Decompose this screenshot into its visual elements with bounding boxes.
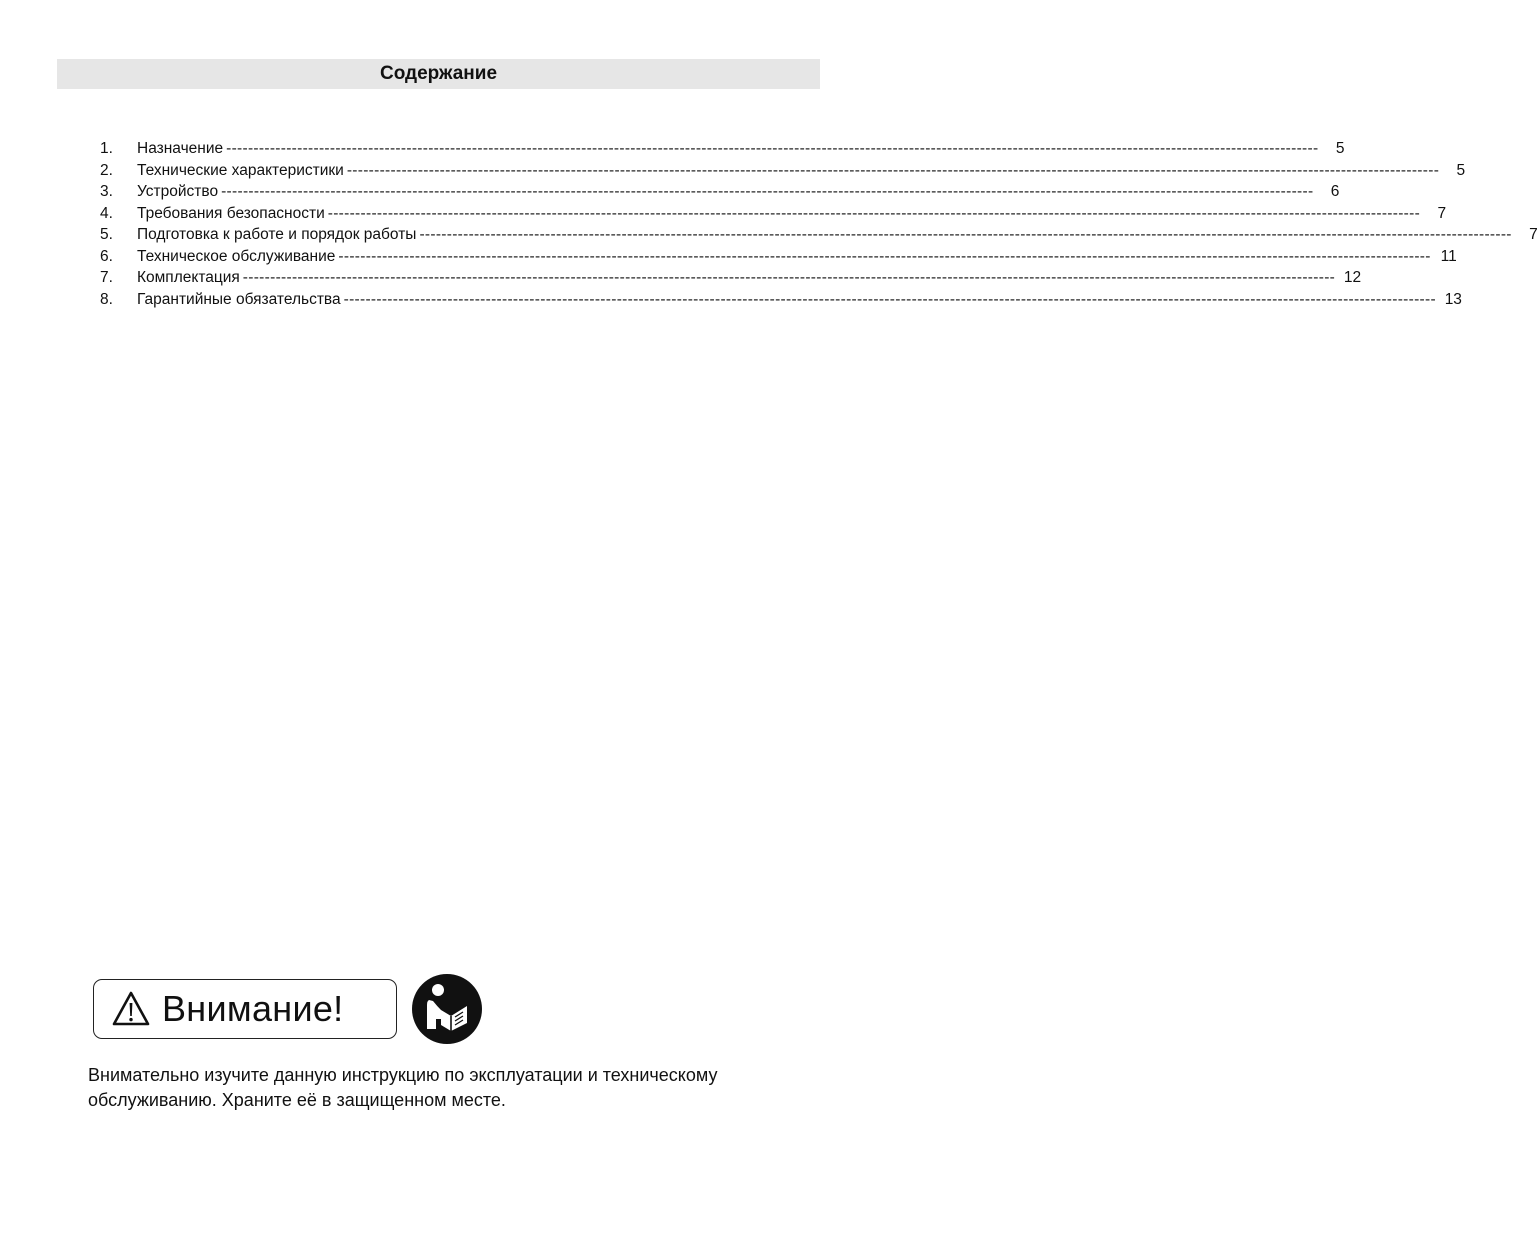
- toc-page: 7: [1437, 204, 1447, 222]
- toc-entry[interactable]: [100, 203, 1447, 225]
- read-manual-icon: [411, 973, 483, 1045]
- toc-leader: --------------------------------------------------------------------------------------------------------------------------------------------------------------------------------------------------------: [221, 183, 1314, 200]
- toc-label: Технические характеристики: [137, 161, 344, 179]
- toc-entry[interactable]: [100, 181, 1340, 203]
- toc-number: 3.: [100, 183, 113, 200]
- toc-number: 1.: [100, 140, 113, 157]
- toc-label: Устройство: [137, 183, 219, 200]
- toc-label: Гарантийные обязательства: [137, 290, 341, 308]
- toc-page: 5: [1335, 140, 1345, 157]
- page-title: Содержание: [379, 63, 498, 84]
- warning-triangle-icon: [112, 991, 150, 1027]
- toc-page: 11: [1440, 247, 1457, 265]
- warning-block: [93, 976, 483, 1042]
- toc-entry[interactable]: [100, 160, 1466, 182]
- table-of-contents: [100, 138, 1538, 310]
- title-bar: [57, 59, 820, 89]
- toc-leader: --------------------------------------------------------------------------------------------------------------------------------------------------------------------------------------------------------: [242, 269, 1336, 286]
- toc-label: Комплектация: [137, 269, 240, 286]
- warning-note: Внимательно изучите данную инструкцию по эксплуатации и техническому обслуживанию. Храните её в защищенном месте.: [88, 1065, 718, 1110]
- toc-number: 5.: [100, 226, 113, 243]
- toc-page: 5: [1456, 161, 1466, 179]
- toc-entry[interactable]: [100, 267, 1362, 289]
- toc-leader: --------------------------------------------------------------------------------------------------------------------------------------------------------------------------------------------------------: [226, 140, 1319, 157]
- toc-entry[interactable]: [100, 246, 1457, 268]
- toc-number: 8.: [100, 290, 113, 308]
- toc-number: 4.: [100, 204, 113, 222]
- toc-number: 7.: [100, 269, 113, 286]
- toc-entry[interactable]: [100, 289, 1462, 311]
- toc-page: 12: [1343, 269, 1362, 286]
- toc-leader: --------------------------------------------------------------------------------------------------------------------------------------------------------------------------------------------------------: [419, 226, 1512, 243]
- toc-leader: --------------------------------------------------------------------------------------------------------------------------------------------------------------------------------------------------------: [327, 204, 1421, 222]
- toc-label: Назначение: [137, 140, 224, 157]
- toc-label: Требования безопасности: [137, 204, 325, 222]
- warning-box: [93, 979, 397, 1039]
- toc-entry[interactable]: [100, 138, 1345, 160]
- toc-label: Подготовка к работе и порядок работы: [137, 226, 417, 243]
- toc-label: Техническое обслуживание: [137, 247, 336, 265]
- toc-entry[interactable]: [100, 224, 1538, 246]
- toc-page: 7: [1529, 226, 1538, 243]
- toc-page: 13: [1444, 290, 1462, 308]
- toc-page: 6: [1330, 183, 1340, 200]
- toc-leader: --------------------------------------------------------------------------------------------------------------------------------------------------------------------------------------------------------: [346, 161, 1440, 179]
- warning-text: Внимание!: [162, 988, 344, 1029]
- toc-leader: --------------------------------------------------------------------------------------------------------------------------------------------------------------------------------------------------------: [343, 290, 1436, 308]
- toc-number: 6.: [100, 247, 113, 265]
- toc-number: 2.: [100, 161, 113, 179]
- toc-leader: --------------------------------------------------------------------------------------------------------------------------------------------------------------------------------------------------------: [338, 247, 1431, 265]
